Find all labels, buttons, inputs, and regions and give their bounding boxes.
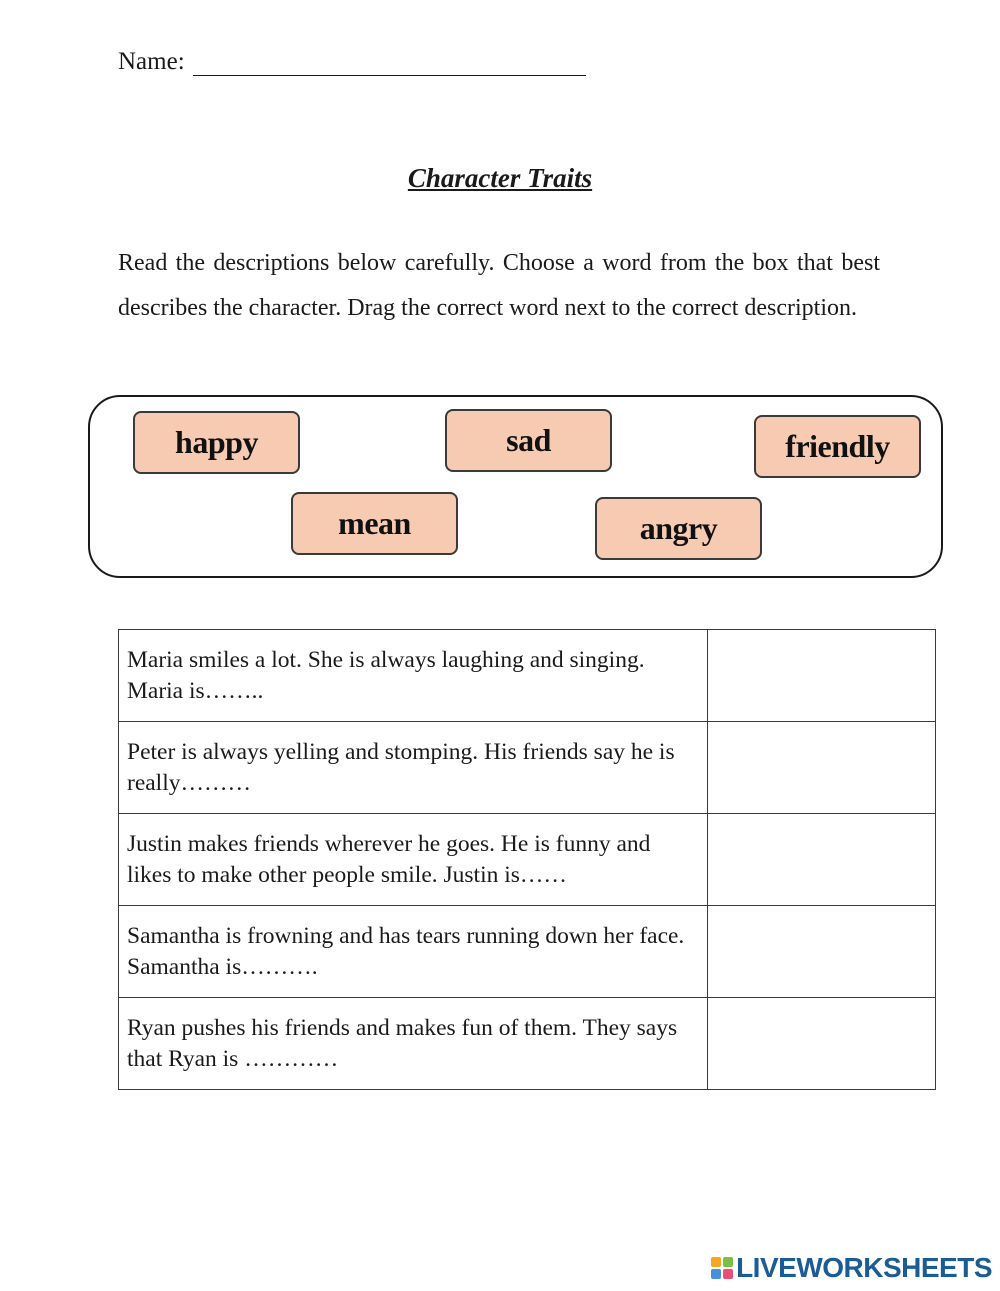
logo-square [723,1269,733,1279]
description-cell: Peter is always yelling and stomping. His friends say he is really……… [119,722,708,814]
liveworksheets-logo-icon [711,1257,733,1279]
answer-drop-zone[interactable] [708,998,936,1090]
answer-drop-zone[interactable] [708,906,936,998]
liveworksheets-brand [711,1252,992,1284]
word-chip-happy[interactable]: happy [133,411,300,474]
description-cell: Justin makes friends wherever he goes. He is funny and likes to make other people smile. Justin is…… [119,814,708,906]
answer-drop-zone[interactable] [708,630,936,722]
description-cell: Maria smiles a lot. She is always laughing and singing. Maria is…….. [119,630,708,722]
word-chip-friendly[interactable]: friendly [754,415,921,478]
logo-square [711,1269,721,1279]
table-row [119,630,936,722]
page-title: Character Traits [407,163,593,193]
table-row [119,814,936,906]
answer-drop-zone[interactable] [708,722,936,814]
logo-square [723,1257,733,1267]
table-row [119,998,936,1090]
table-row [119,906,936,998]
brand-name: LIVEWORKSHEETS [736,1252,992,1283]
word-chip-angry[interactable]: angry [595,497,762,560]
description-cell: Ryan pushes his friends and makes fun of them. They says that Ryan is ………… [119,998,708,1090]
instructions: Read the descriptions below carefully. Choose a word from the box that best describes the character. Drag the correct word next to the correct description. [118,250,880,321]
logo-square [711,1257,721,1267]
word-chip-sad[interactable]: sad [445,409,612,472]
name-label: Name: [118,48,185,75]
word-chip-mean[interactable]: mean [291,492,458,555]
description-cell: Samantha is frowning and has tears running down her face. Samantha is………. [119,906,708,998]
name-field-row [118,48,586,76]
answer-drop-zone[interactable] [708,814,936,906]
table-row [119,722,936,814]
name-input-line[interactable] [193,51,586,76]
descriptions-table [118,629,936,1090]
